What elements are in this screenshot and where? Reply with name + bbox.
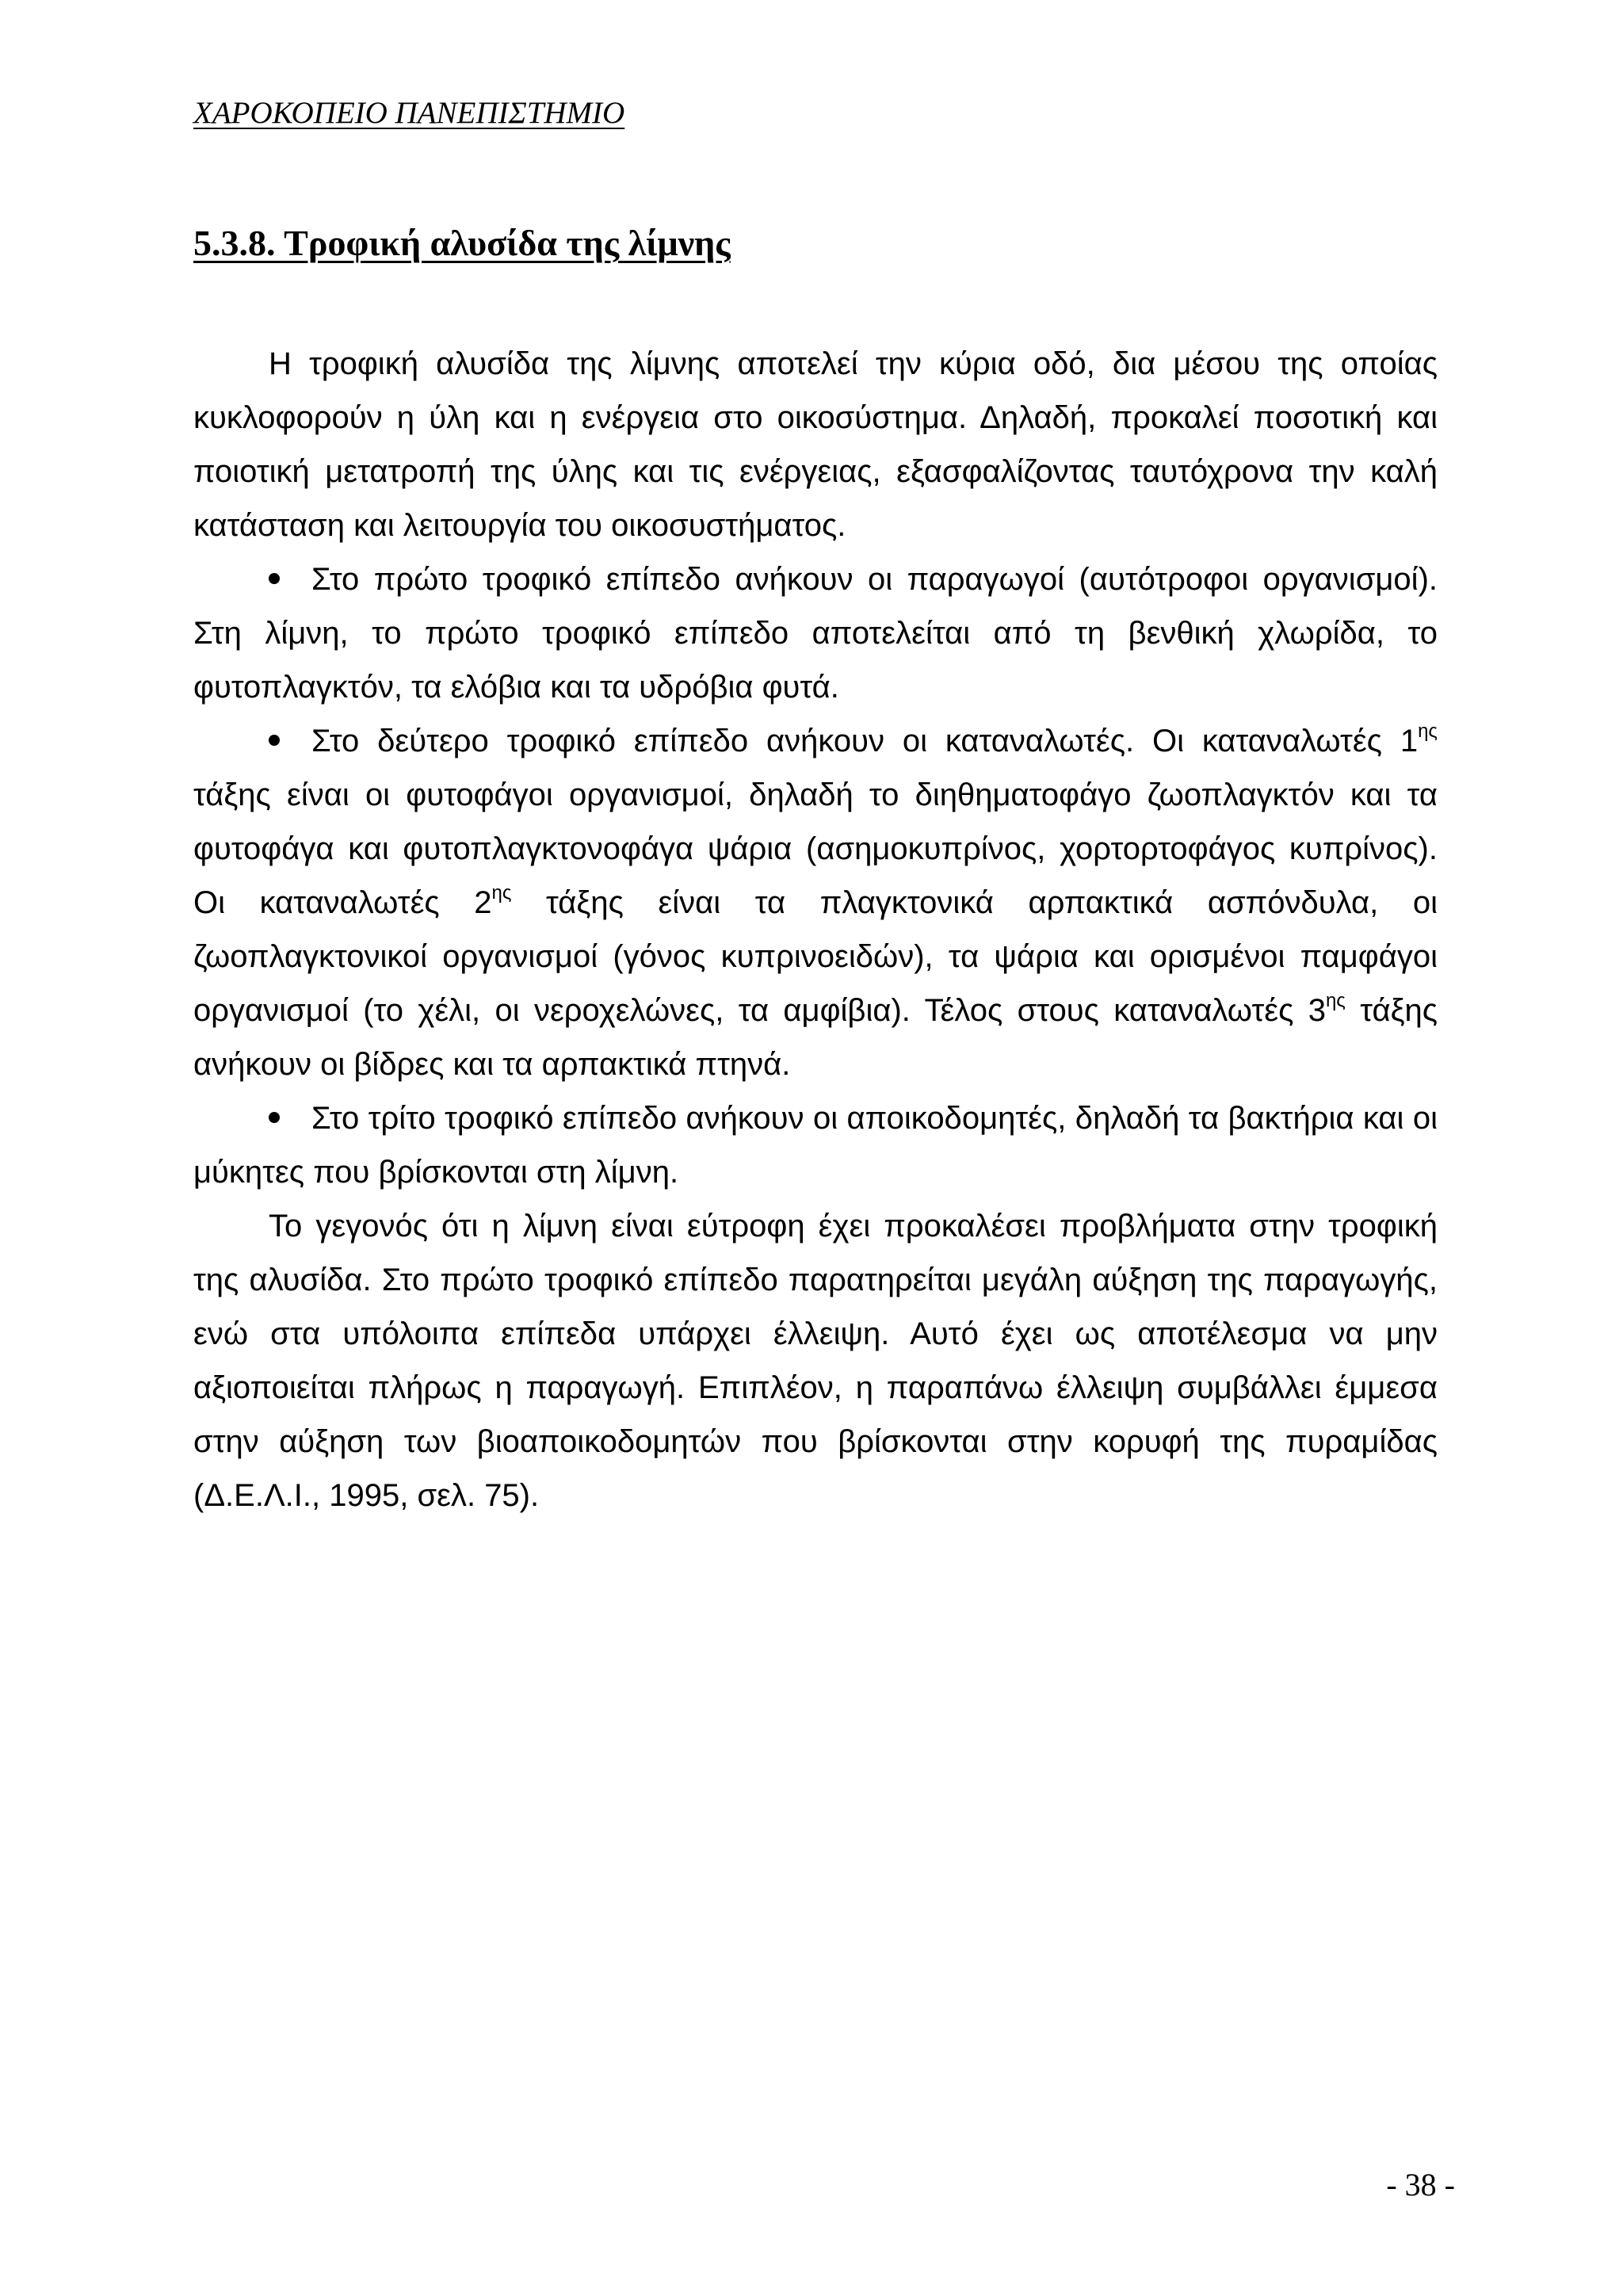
body-text	[193, 337, 1438, 1522]
bullet-icon	[269, 735, 280, 746]
ordinal-suffix: ης	[491, 881, 512, 904]
bullet-text-part: τάξης ανήκουν οι βίδρες και τα αρπακτικά πτηνά.	[193, 993, 1438, 1082]
closing-paragraph: Το γεγονός ότι η λίμνη είναι εύτροφη έχει προκαλέσει προβλήματα στην τροφική της αλυσίδα. Στο πρώτο τροφικό επίπεδο παρατηρείται μεγάλη αύξηση της παραγωγής, ενώ στα υπόλοιπα επίπεδα υπάρχει έλλειψη. Αυτό έχει ως αποτέλεσμα να μην αξιοποιείται πλήρως η παραγωγή. Επιπλέον, η παραπάνω έλλειψη συμβάλλει έμμεσα στην αύξηση των βιοαποικοδομητών που βρίσκονται στην κορυφή της πυραμίδας (Δ.Ε.Λ.Ι., 1995, σελ. 75).	[193, 1209, 1438, 1513]
ordinal-suffix: ης	[1325, 989, 1346, 1011]
bullet-text-part: τάξης είναι οι φυτοφάγοι οργανισμοί, δηλαδή το διηθηματοφάγο ζωοπλαγκτόν και τα φυτοφάγα και φυτοπλαγκτονοφάγα ψάρια (ασημοκυπρίνος, χορτορτοφάγος κυπρίνος). Οι καταναλωτές 2	[193, 777, 1438, 920]
section-title: 5.3.8. Τροφική αλυσίδα της λίμνης	[193, 223, 731, 263]
bullet-text: Στο τρίτο τροφικό επίπεδο ανήκουν οι αποικοδομητές, δηλαδή τα βακτήρια και οι μύκητες που βρίσκονται στη λίμνη.	[193, 1101, 1438, 1190]
running-head: ΧΑΡΟΚΟΠΕΙΟ ΠΑΝΕΠΙΣΤΗΜΙΟ	[193, 96, 625, 130]
bullet-item-producers	[193, 552, 1438, 714]
bullet-icon	[269, 1112, 280, 1123]
intro-paragraph: Η τροφική αλυσίδα της λίμνης αποτελεί την κύρια οδό, δια μέσου της οποίας κυκλοφορούν η ύλη και η ενέργεια στο οικοσύστημα. Δηλαδή, προκαλεί ποσοτική και ποιοτική μετατροπή της ύλης και τις ενέργειας, εξασφαλίζοντας ταυτόχρονα την καλή κατάσταση και λειτουργία του οικοσυστήματος.	[193, 346, 1438, 543]
bullet-text-part: Στο δεύτερο τροφικό επίπεδο ανήκουν οι καταναλωτές. Οι καταναλωτές 1	[311, 724, 1419, 758]
bullet-item-decomposers	[193, 1091, 1438, 1199]
bullet-item-consumers	[193, 714, 1438, 1091]
bullet-icon	[269, 573, 280, 584]
ordinal-suffix: ης	[1418, 720, 1438, 742]
bullet-text-part: τάξης είναι τα πλαγκτονικά αρπακτικά ασπόνδυλα, οι ζωοπλαγκτονικοί οργανισμοί (γόνος κυπρινοειδών), τα ψάρια και ορισμένοι παμφάγοι οργανισμοί (το χέλι, οι νεροχελώνες, τα αμφίβια). Τέλος στους καταναλωτές 3	[193, 885, 1438, 1028]
page-number: - 38 -	[1386, 2167, 1455, 2202]
bullet-text: Στο πρώτο τροφικό επίπεδο ανήκουν οι παραγωγοί (αυτότροφοι οργανισμοί). Στη λίμνη, το πρώτο τροφικό επίπεδο αποτελείται από τη βενθική χλωρίδα, το φυτοπλαγκτόν, τα ελόβια και τα υδρόβια φυτά.	[193, 562, 1438, 705]
